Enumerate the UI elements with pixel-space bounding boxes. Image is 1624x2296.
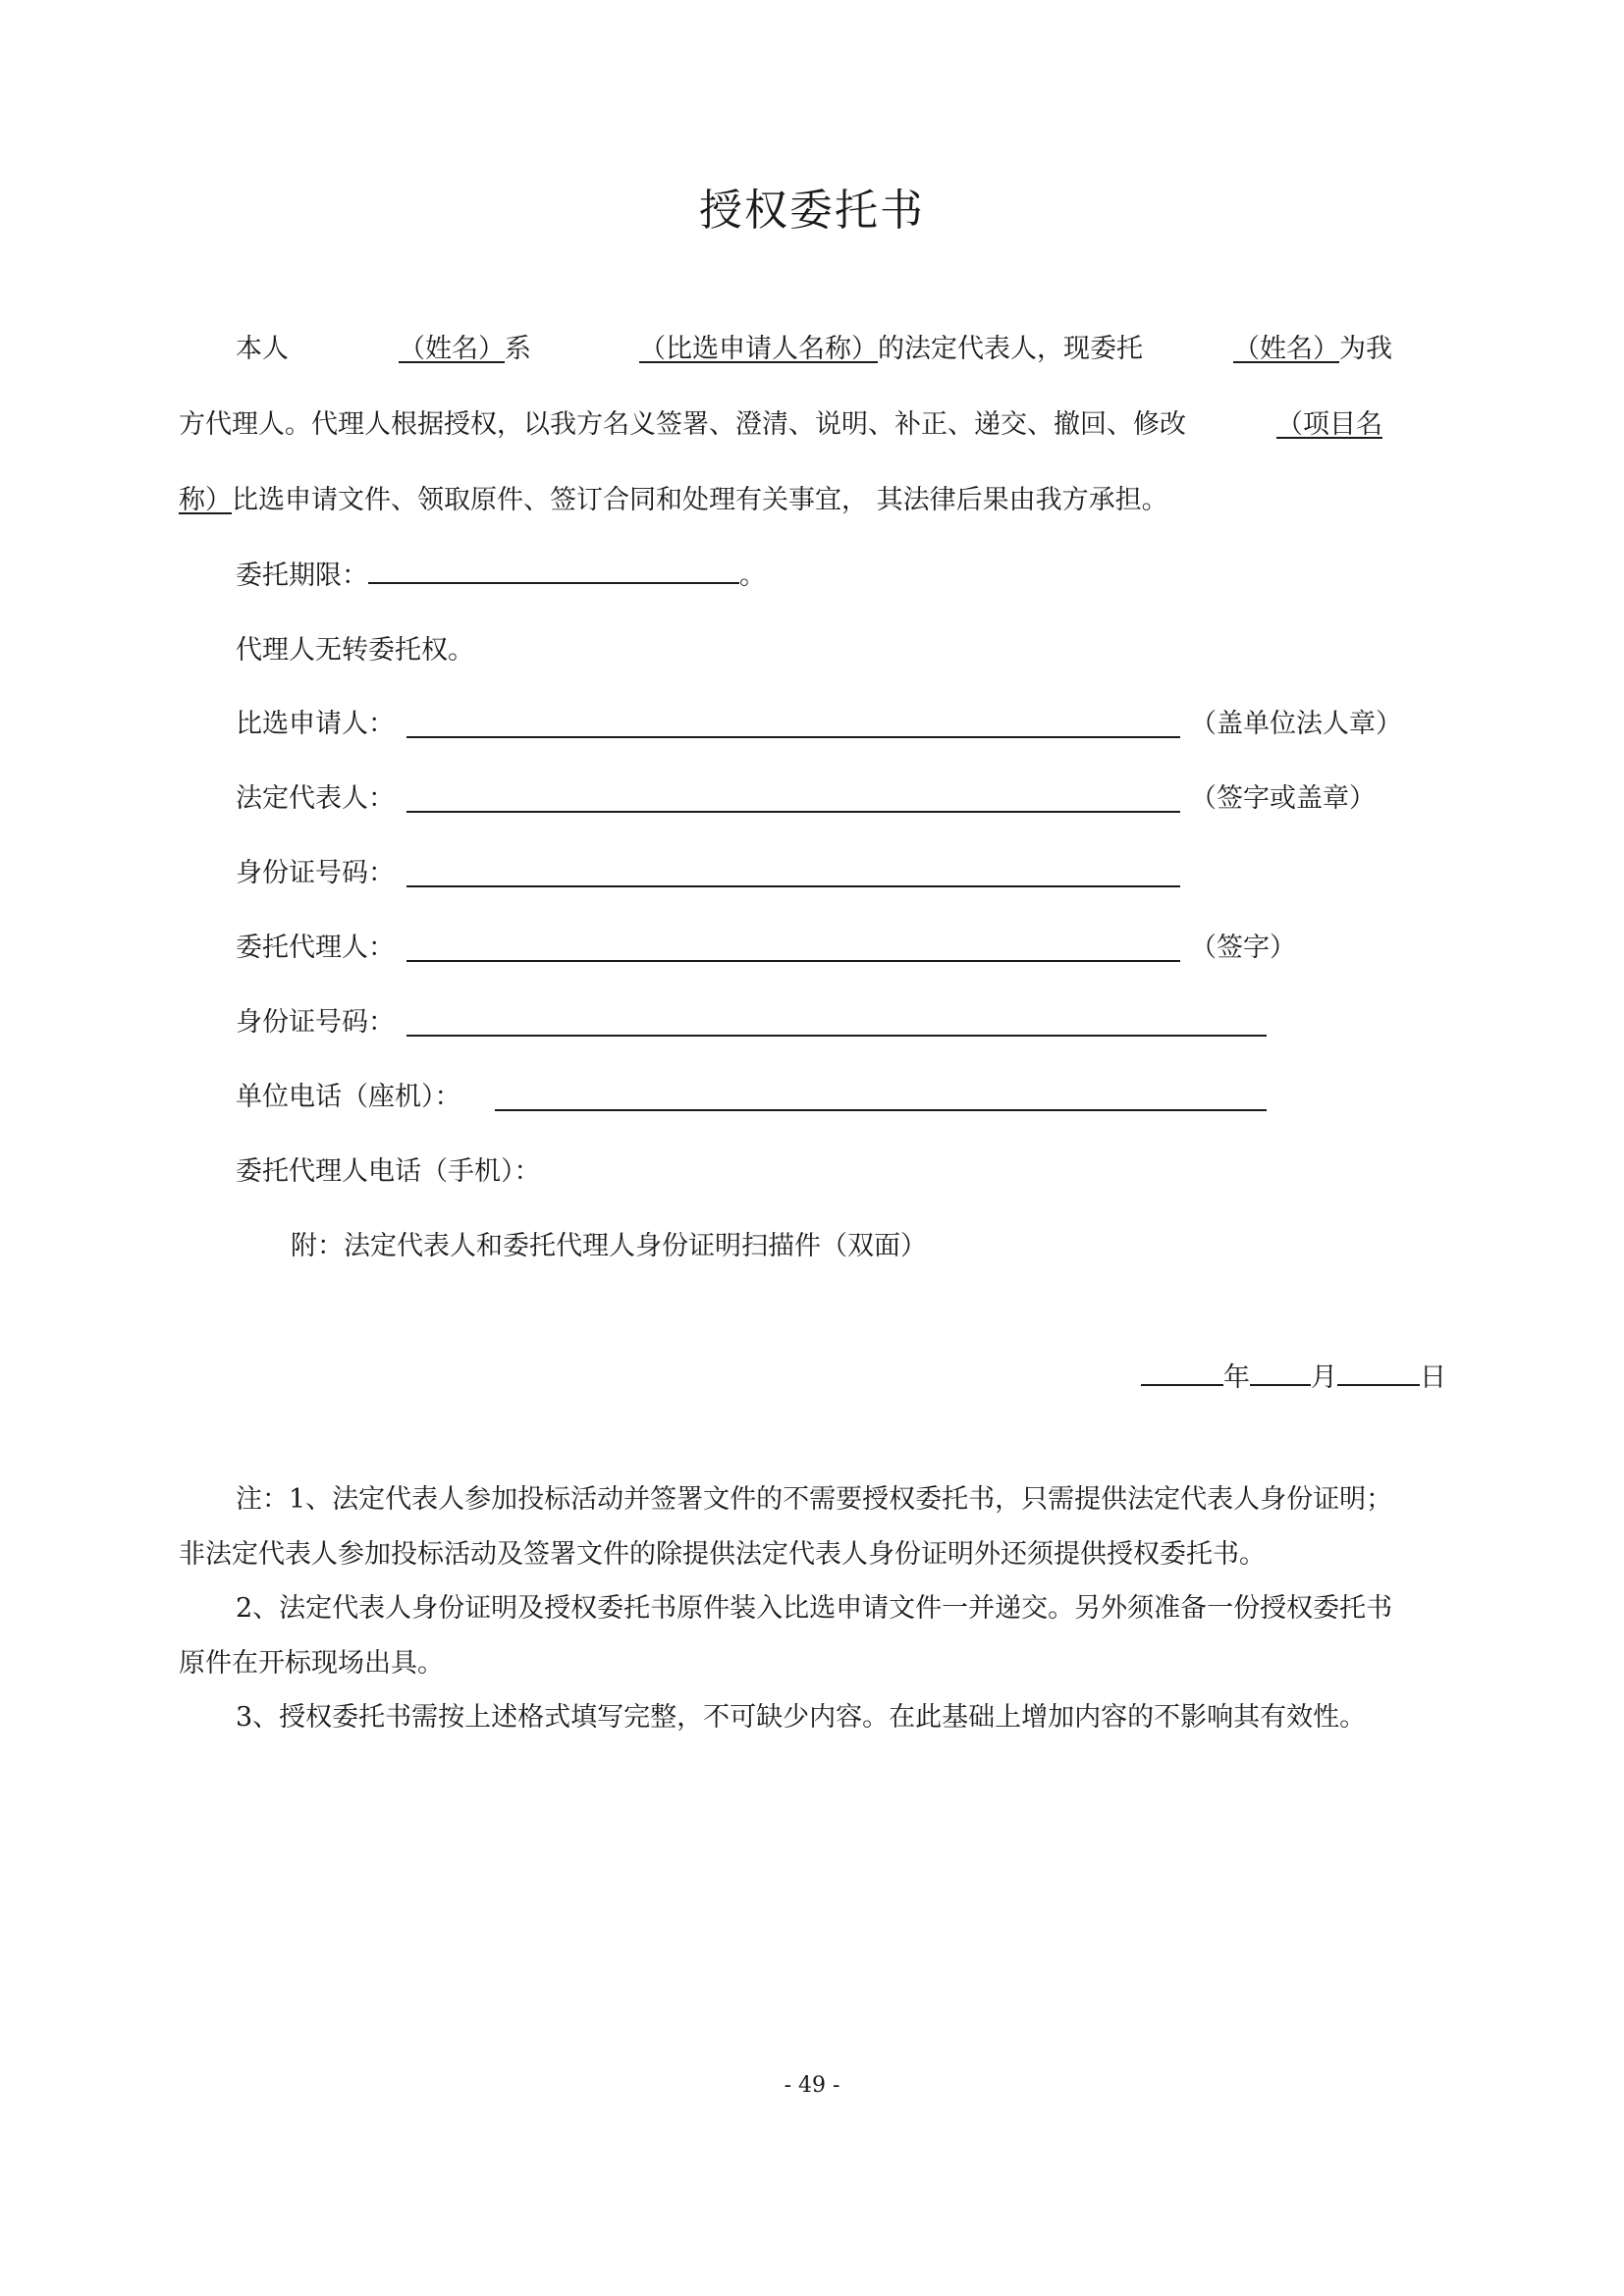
id-number-input-2[interactable] [406, 1035, 1267, 1037]
name-blank[interactable]: （姓名） [399, 334, 505, 364]
office-phone-label: 单位电话（座机）： [236, 1082, 461, 1112]
year-blank[interactable] [1141, 1362, 1223, 1386]
legal-rep-input[interactable] [406, 811, 1180, 813]
term-blank[interactable] [368, 561, 739, 584]
intro-text-1: 本人 [236, 334, 289, 364]
agent-label: 委托代理人： [236, 933, 395, 963]
agent-mobile-label: 委托代理人电话（手机）： [236, 1156, 541, 1187]
agent-input[interactable] [406, 960, 1180, 962]
intro-line-1 [236, 330, 1392, 369]
intro-line-3: 称）比选申请文件、领取原件、签订合同和处理有关事宜， 其法律后果由我方承担。 [179, 485, 1168, 515]
applicant-label: 比选申请人： [236, 709, 395, 739]
note-2b: 原件在开标现场出具。 [179, 1648, 444, 1679]
date-line [1141, 1359, 1446, 1398]
project-name-blank[interactable]: （项目名 [1276, 409, 1382, 440]
note-3: 3、授权委托书需按上述格式填写完整，不可缺少内容。在此基础上增加内容的不影响其有效性。 [236, 1702, 1367, 1733]
year-label: 年 [1223, 1362, 1250, 1393]
project-name-blank-cont[interactable]: 称） [179, 485, 232, 515]
office-phone-input[interactable] [495, 1109, 1267, 1111]
id-number-label-2: 身份证号码： [236, 1007, 395, 1038]
intro-text-4: 为我 [1339, 334, 1392, 364]
month-blank[interactable] [1250, 1362, 1311, 1386]
document-title: 授权委托书 [699, 186, 925, 236]
intro-text-3: 的法定代表人，现委托 [878, 334, 1143, 364]
day-label: 日 [1420, 1362, 1446, 1393]
id-number-input-1[interactable] [406, 885, 1180, 887]
attachment-text: 附：法定代表人和委托代理人身份证明扫描件（双面） [291, 1231, 927, 1261]
legal-rep-label: 法定代表人： [236, 783, 395, 814]
intro-line-2: 方代理人。代理人根据授权，以我方名义签署、澄清、说明、补正、递交、撤回、修改 （项目名 [179, 409, 1382, 440]
id-number-label-1: 身份证号码： [236, 858, 395, 888]
month-label: 月 [1311, 1362, 1337, 1393]
agent-name-blank[interactable]: （姓名） [1233, 334, 1339, 364]
intro-text-2: 系 [505, 334, 531, 364]
term-label: 委托期限： [236, 561, 368, 591]
no-transfer-text: 代理人无转委托权。 [236, 635, 474, 666]
note-1a: 注：1、法定代表人参加投标活动并签署文件的不需要授权委托书，只需提供法定代表人身份证明； [236, 1484, 1393, 1515]
agent-note: （签字） [1190, 933, 1296, 963]
applicant-name-blank[interactable]: （比选申请人名称） [639, 334, 878, 364]
note-2a: 2、法定代表人身份证明及授权委托书原件装入比选申请文件一并递交。另外须准备一份授权委托书 [236, 1593, 1393, 1624]
applicant-note: （盖单位法人章） [1190, 709, 1402, 739]
term-line: 委托期限： 。 [236, 561, 766, 591]
applicant-input[interactable] [406, 736, 1180, 738]
page-number: - 49 - [784, 2073, 840, 2098]
day-blank[interactable] [1337, 1362, 1420, 1386]
legal-rep-note: （签字或盖章） [1190, 783, 1376, 814]
note-1b: 非法定代表人参加投标活动及签署文件的除提供法定代表人身份证明外还须提供授权委托书。 [179, 1539, 1266, 1570]
